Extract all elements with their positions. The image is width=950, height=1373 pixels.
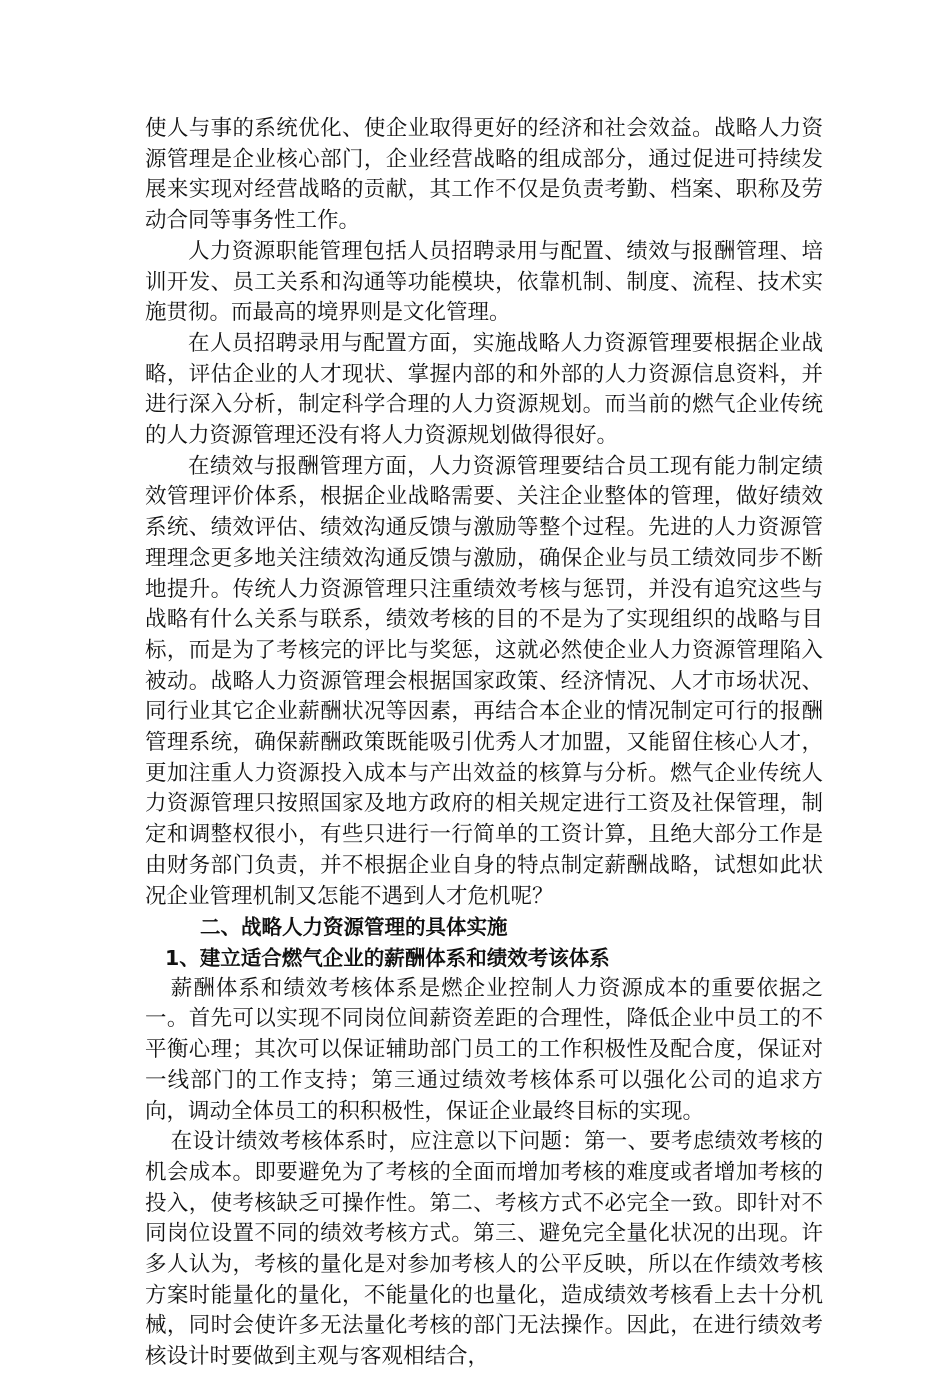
paragraph-6: 在设计绩效考核体系时，应注意以下问题：第一、要考虑绩效考核的机会成本。即要避免为了考核的全面而增加考核的难度或者增加考核的投入，使考核缺乏可操作性。第二、考核方式不必完全一致。即针对不同岗位设置不同的绩效考核方式。第三、避免完全量化状况的出现。许多人认为，考核的量化是对参加考核人的公平反映，所以在作绩效考核方案时能量化的量化，不能量化的也量化，造成绩效考核看上去十分机械，同时会使许多无法量化考核的部门无法操作。因此，在进行绩效考核设计时要做到主观与客观相结合， (145, 1129, 823, 1370)
document-body (145, 114, 823, 1373)
paragraph-4: 在绩效与报酬管理方面，人力资源管理要结合员工现有能力制定绩效管理评价体系，根据企业战略需要、关注企业整体的管理，做好绩效系统、绩效评估、绩效沟通反馈与激励等整个过程。先进的人力资源管理理念更多地关注绩效沟通反馈与激励，确保企业与员工绩效同步不断地提升。传统人力资源管理只注重绩效考核与惩罚，并没有追究这些与战略有什么关系与联系，绩效考核的目的不是为了实现组织的战略与目标，而是为了考核完的评比与奖惩，这就必然使企业人力资源管理陷入被动。战略人力资源管理会根据国家政策、经济情况、人才市场状况、同行业其它企业薪酬状况等因素，再结合本企业的情况制定可行的报酬管理系统，确保薪酬政策既能吸引优秀人才加盟，又能留住核心人才，更加注重人力资源投入成本与产出效益的核算与分析。燃气企业传统人力资源管理只按照国家及地方政府的相关规定进行工资及社保管理，制定和调整权很小，有些只进行一行简单的工资计算，且绝大部分工作是由财务部门负责，并不根据企业自身的特点制定薪酬战略，试想如此状况企业管理机制又怎能不遇到人才危机呢？ (145, 453, 823, 909)
paragraph-5: 薪酬体系和绩效考核体系是燃企业控制人力资源成本的重要依据之一。首先可以实现不同岗位间薪资差距的合理性，降低企业中员工的不平衡心理；其次可以保证辅助部门员工的工作积极性及配合度，保证对一线部门的工作支持；第三通过绩效考核体系可以强化公司的追求方向，调动全体员工的积积极性，保证企业最终目标的实现。 (145, 975, 823, 1124)
section-heading: 二、战略人力资源管理的具体实施 (200, 915, 508, 940)
paragraph-3: 在人员招聘录用与配置方面，实施战略人力资源管理要根据企业战略，评估企业的人才现状、掌握内部的和外部的人力资源信息资料，并进行深入分析，制定科学合理的人力资源规划。而当前的燃气企业传统的人力资源管理还没有将人力资源规划做得很好。 (145, 330, 823, 449)
subsection-heading: 1、建立适合燃气企业的薪酬体系和绩效考该体系 (165, 945, 610, 970)
paragraph-2: 人力资源职能管理包括人员招聘录用与配置、绩效与报酬管理、培训开发、员工关系和沟通等功能模块，依靠机制、制度、流程、技术实施贯彻。而最高的境界则是文化管理。 (145, 238, 823, 326)
paragraph-1: 使人与事的系统优化、使企业取得更好的经济和社会效益。战略人力资源管理是企业核心部门，企业经营战略的组成部分，通过促进可持续发展来实现对经营战略的贡献，其工作不仅是负责考勤、档案、职称及劳动合同等事务性工作。 (145, 116, 823, 234)
